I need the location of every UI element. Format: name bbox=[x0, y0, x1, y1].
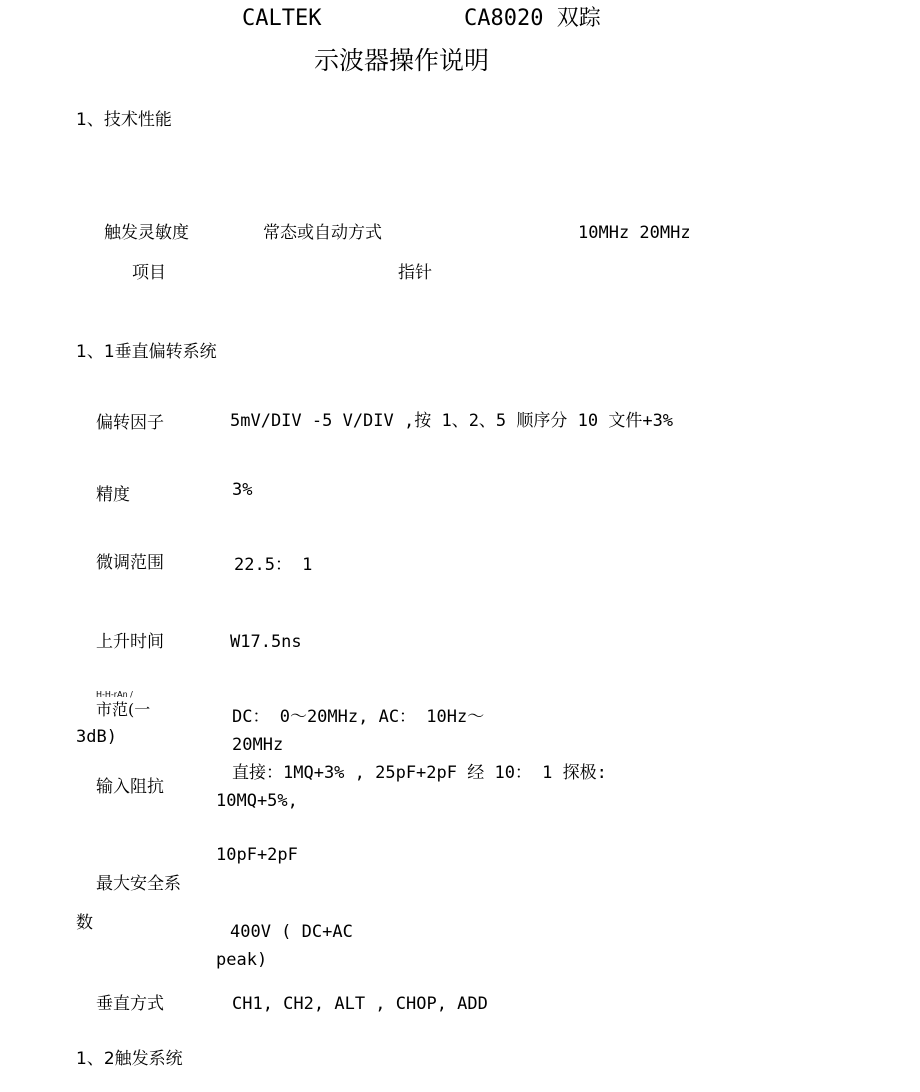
bandwidth-label: 市范(一 bbox=[96, 700, 151, 719]
section-heading-vertical: 1、1垂直偏转系统 bbox=[76, 342, 217, 362]
fine-adjust-label: 微调范围 bbox=[96, 553, 164, 573]
impedance-label: 输入阻抗 bbox=[96, 777, 164, 797]
bandwidth-label-tiny: H-H-rAn / bbox=[96, 690, 133, 699]
column-spec-header: 指针 bbox=[398, 263, 432, 283]
model-title: CA8020 双踪 bbox=[464, 6, 601, 31]
trigger-mode-text: 常态或自动方式 bbox=[263, 223, 382, 243]
impedance-value-cont: 10MQ+5%, bbox=[216, 791, 298, 811]
fine-adjust-value: 22.5： 1 bbox=[234, 555, 313, 575]
vertical-mode-label: 垂直方式 bbox=[96, 994, 164, 1014]
max-voltage-label: 最大安全系 bbox=[96, 874, 181, 894]
bandwidth-value-cont: 20MHz bbox=[232, 735, 284, 755]
deflection-label: 偏转因子 bbox=[96, 413, 164, 433]
page-subtitle: 示波器操作说明 bbox=[314, 46, 490, 75]
impedance-value: 直接：1MQ+3% , 25pF+2pF 经 10： 1 探极: bbox=[232, 763, 607, 783]
column-item-header: 项目 bbox=[132, 263, 166, 283]
brand-name: CALTEK bbox=[242, 6, 322, 31]
rise-time-label: 上升时间 bbox=[96, 632, 164, 652]
accuracy-value: 3% bbox=[232, 480, 253, 500]
deflection-value: 5mV/DIV -5 V/DIV ,按 1、2、5 顺序分 10 文件+3% bbox=[230, 411, 674, 431]
max-voltage-label-cont: 数 bbox=[76, 913, 93, 933]
section-heading-trigger: 1、2触发系统 bbox=[76, 1049, 183, 1069]
section-heading-performance: 1、技术性能 bbox=[76, 110, 172, 130]
impedance-capacitance: 10pF+2pF bbox=[216, 845, 298, 865]
rise-time-value: W17.5ns bbox=[230, 632, 302, 652]
bandwidth-value: DC： 0～20MHz, AC： 10Hz～ bbox=[232, 707, 485, 727]
trigger-sensitivity-label: 触发灵敏度 bbox=[104, 223, 189, 243]
accuracy-label: 精度 bbox=[96, 485, 130, 505]
bandwidth-label-suffix: 3dB) bbox=[76, 727, 117, 747]
vertical-mode-value: CH1, CH2, ALT , CHOP, ADD bbox=[232, 994, 488, 1014]
max-voltage-value-cont: peak) bbox=[216, 950, 268, 970]
max-voltage-value: 400V ( DC+AC bbox=[230, 922, 353, 942]
trigger-frequency-text: 10MHz 20MHz bbox=[578, 223, 691, 243]
